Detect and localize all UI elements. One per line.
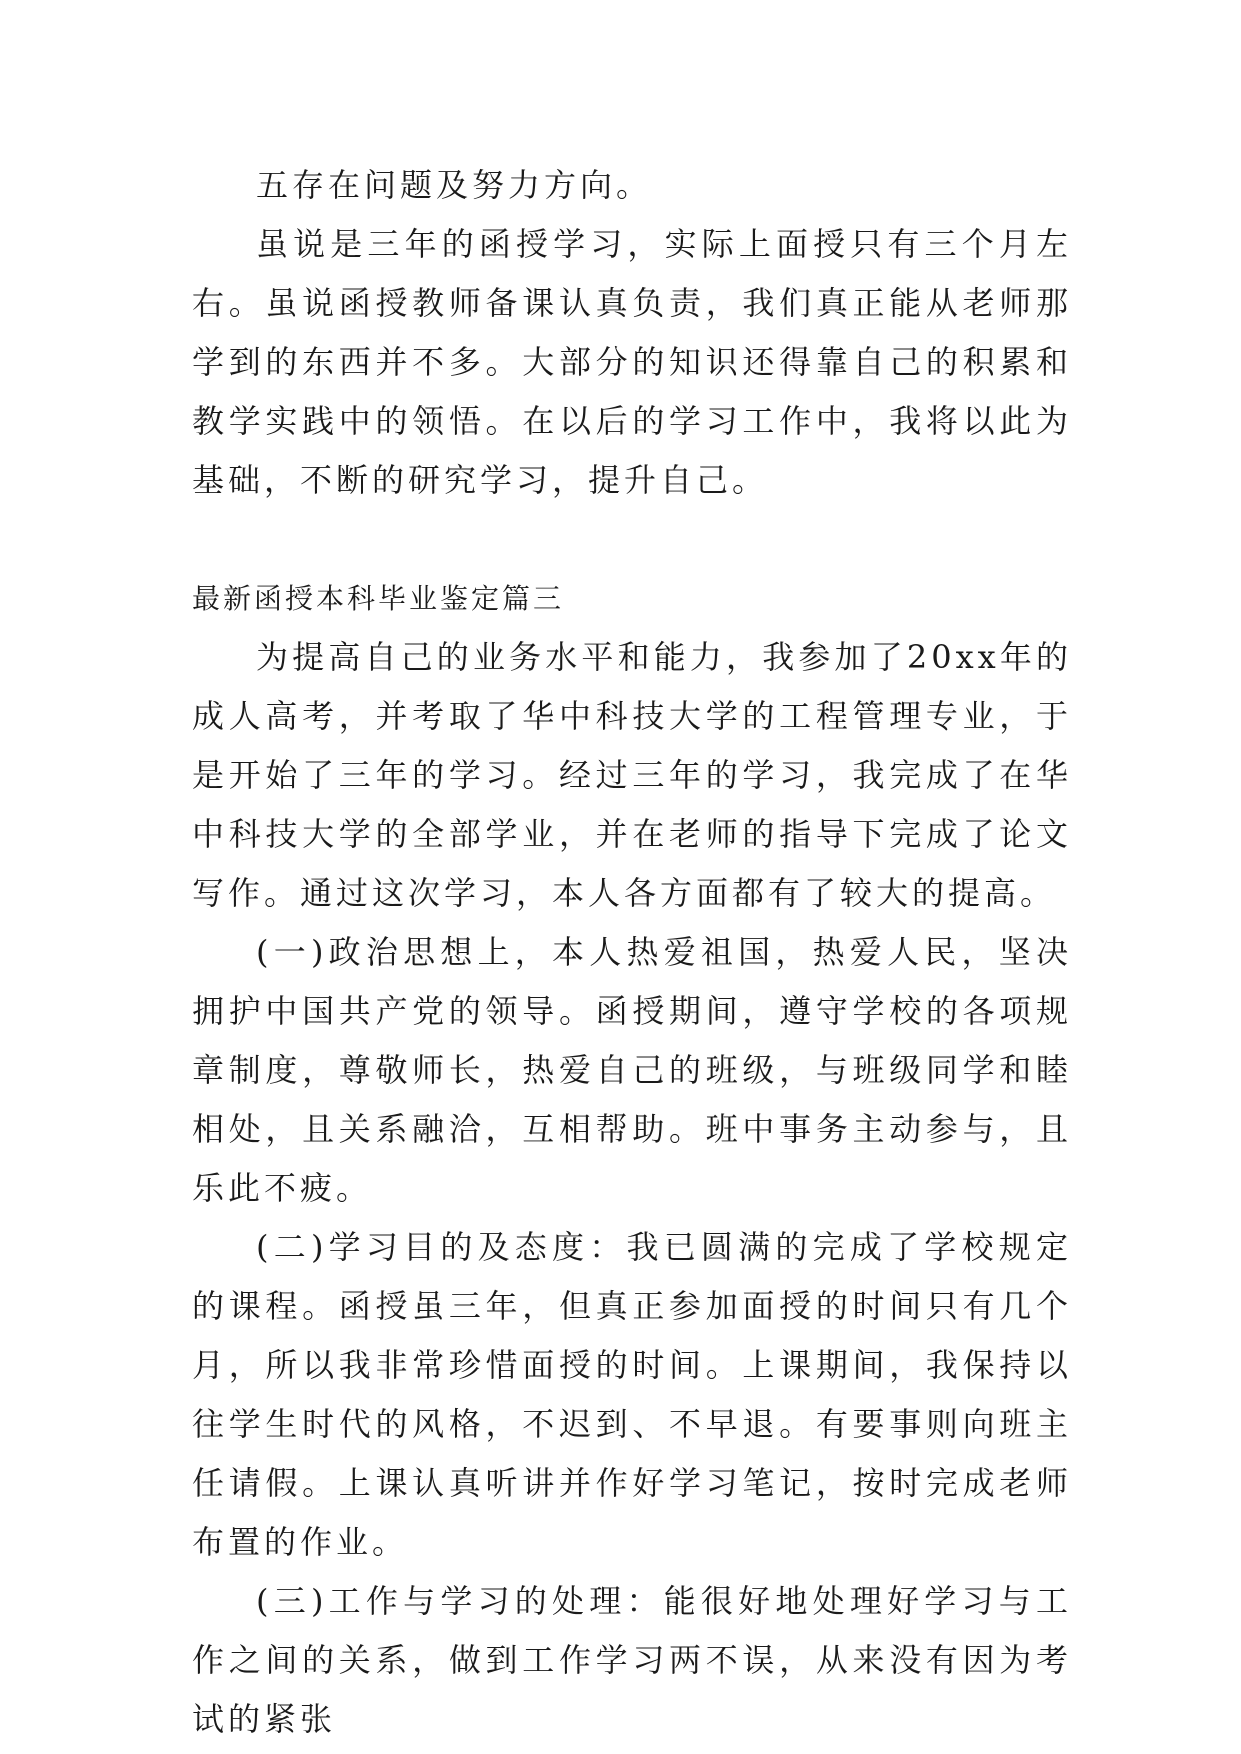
section-heading: 最新函授本科毕业鉴定篇三 [192, 582, 565, 615]
paragraph-study-attitude: (二)学习目的及态度：我已圆满的完成了学校规定的课程。函授虽三年，但真正参加面授的时间只有几个月，所以我非常珍惜面授的时间。上课期间，我保持以往学生时代的风格，不迟到、不早退。有要事则向班主任请假。上课认真听讲并作好学习笔记，按时完成老师布置的作业。 [192, 1228, 1072, 1561]
paragraph-intro: 为提高自己的业务水平和能力，我参加了20xx年的成人高考，并考取了华中科技大学的工程管理专业，于是开始了三年的学习。经过三年的学习，我完成了在华中科技大学的全部学业，并在老师的指导下完成了论文写作。通过这次学习，本人各方面都有了较大的提高。 [192, 638, 1072, 912]
paragraph-political-thought: (一)政治思想上，本人热爱祖国，热爱人民，坚决拥护中国共产党的领导。函授期间，遵守学校的各项规章制度，尊敬师长，热爱自己的班级，与班级同学和睦相处，且关系融洽，互相帮助。班中事务主动参与，且乐此不疲。 [192, 933, 1072, 1207]
paragraph-problems-direction: 五存在问题及努力方向。 [256, 166, 653, 204]
paragraph-self-study: 虽说是三年的函授学习，实际上面授只有三个月左右。虽说函授教师备课认真负责，我们真正能从老师那学到的东西并不多。大部分的知识还得靠自己的积累和教学实践中的领悟。在以后的学习工作中，我将以此为基础，不断的研究学习，提升自己。 [192, 225, 1072, 499]
document-body [192, 156, 1072, 1749]
paragraph-work-study-balance: (三)工作与学习的处理：能很好地处理好学习与工作之间的关系，做到工作学习两不误，从来没有因为考试的紧张 [192, 1582, 1072, 1738]
